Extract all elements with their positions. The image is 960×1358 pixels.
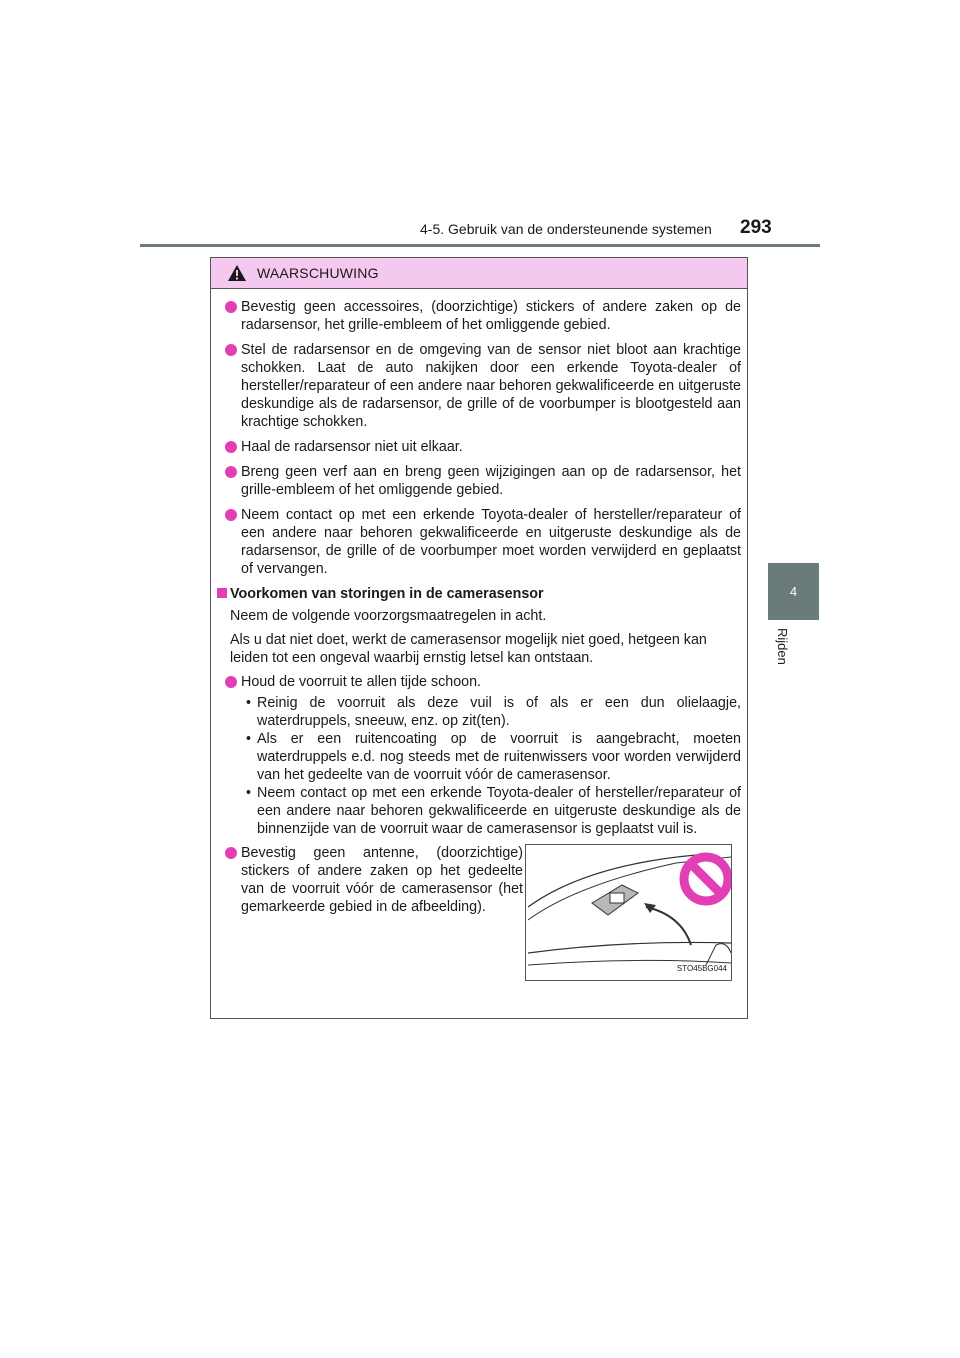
figure-code: STO45BG044 [676, 964, 727, 973]
warning-bullet: Haal de radarsensor niet uit elkaar. [217, 438, 741, 456]
warning-bullet: Stel de radarsensor en de omgeving van de sensor niet bloot aan krachtige schokken. Laat de auto nakijken door een erkende Toyota-dealer of hersteller/reparateur of een andere naar behoren gekwalificeerde en uitgeruste deskundige als de radarsensor, de grille of de voorbumper is blootgesteld aan krachtige schokken. [217, 341, 741, 431]
warning-bullet: Breng geen verf aan en breng geen wijzigingen aan op de radarsensor, het grille-embleem of het omliggende gebied. [217, 463, 741, 499]
figure-row [217, 844, 741, 981]
sub-item: • Reinig de voorruit als deze vuil is of als er een dun olielaagje, waterdruppels, sneeuw, enz. op zit(ten). [246, 695, 741, 729]
bullet-dot-icon [225, 441, 237, 453]
warning-triangle-icon [227, 264, 247, 282]
section-square-icon [217, 588, 227, 598]
sub-item: • Als er een ruitencoating op de voorruit is aangebracht, moeten waterdruppels e.d. nog steeds met de ruitenwissers voor worden verwijderd van het gedeelte van de voorruit vóór de camerasensor. [246, 731, 741, 783]
warning-bullet: Bevestig geen accessoires, (doorzichtige) stickers of andere zaken op de radarsensor, het grille-embleem of het omliggende gebied. [217, 298, 741, 334]
bullet-dot-icon [225, 466, 237, 478]
bullet-dot-icon [225, 509, 237, 521]
section-intro: Als u dat niet doet, werkt de camerasensor mogelijk niet goed, hetgeen kan leiden tot een ongeval waarbij ernstig letsel kan ontstaan. [230, 632, 707, 666]
warning-bullet: Neem contact op met een erkende Toyota-dealer of hersteller/reparateur of een andere naar behoren gekwalificeerde en uitgeruste deskundige als de radarsensor, de grille of de voorbumper moet worden verwijderd en geplaatst of vervangen. [217, 506, 741, 578]
camera-bullet-figure: Bevestig geen antenne, (doorzichtige) stickers of andere zaken op het gedeelte van de voorruit vóór de camerasensor (het gemarkeerde gebied in de afbeelding). [217, 844, 523, 974]
warning-content [211, 289, 747, 981]
bullet-dot-icon [225, 676, 237, 688]
bullet-dot-icon [225, 344, 237, 356]
camera-bullet: Houd de voorruit te allen tijde schoon. [217, 673, 741, 691]
bullet-dot-icon [225, 847, 237, 859]
section-heading: Voorkomen van storingen in de camerasensor [217, 585, 741, 603]
warning-box [210, 257, 748, 1019]
page-number: 293 [740, 217, 772, 238]
section-title: 4-5. Gebruik van de ondersteunende systemen [420, 221, 712, 237]
windshield-figure [525, 844, 732, 981]
warning-header [211, 258, 747, 289]
warning-title: WAARSCHUWING [257, 265, 379, 281]
chapter-label: Rijden [775, 628, 790, 665]
section-intro: Neem de volgende voorzorgsmaatregelen in acht. [230, 608, 547, 624]
sub-item: • Neem contact op met een erkende Toyota-dealer of hersteller/reparateur of een andere naar behoren gekwalificeerde en uitgeruste deskundige als de binnenzijde van de voorruit waar de camerasensor is geplaatst vuil is. [246, 785, 741, 837]
chapter-tab [768, 563, 819, 620]
header-rule [140, 244, 820, 247]
bullet-dot-icon [225, 301, 237, 313]
chapter-number: 4 [789, 584, 798, 599]
